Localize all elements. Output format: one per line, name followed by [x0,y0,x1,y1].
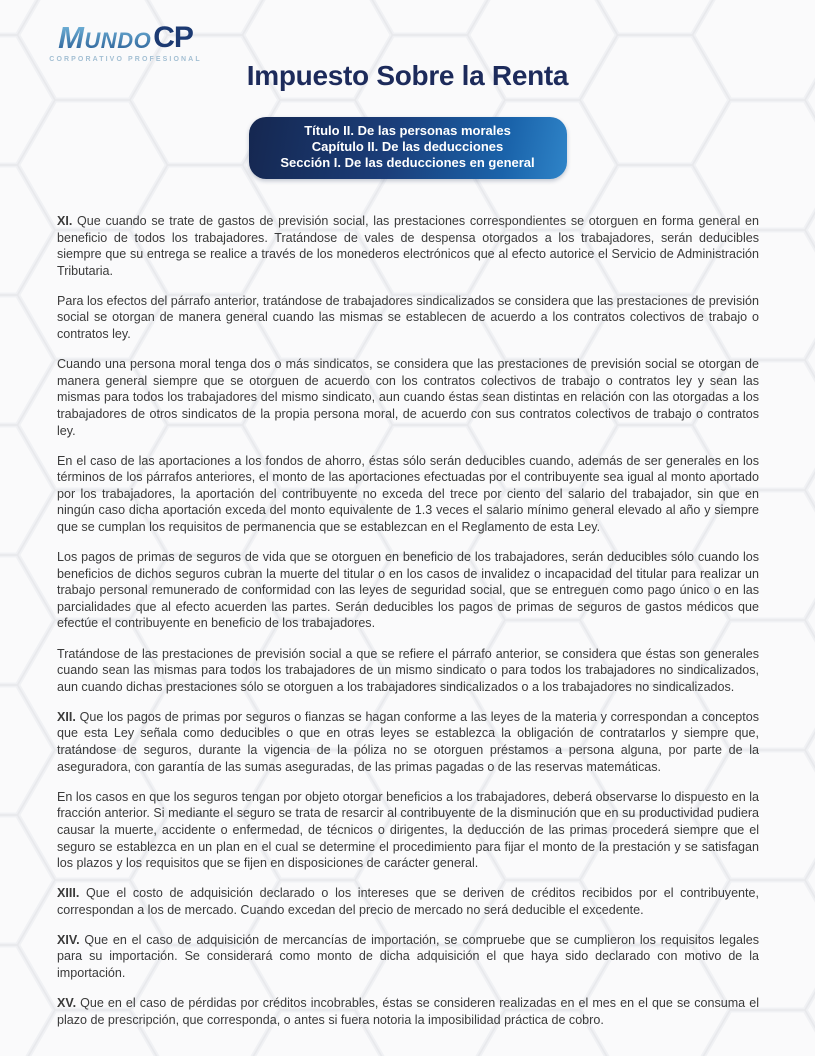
paragraph: En los casos en que los seguros tengan por objeto otorgar beneficios a los trabajadores, deberá observarse lo dispuesto en la fracción anterior. Si mediante el seguro se trata de resarcir al contribuyente de la disminución que en su productividad pudiera causar la muerte, accidente o enfermedad, de técnicos o dirigentes, la deducción de las primas procederá siempre que el seguro se establezca en un plan en el cual se determine el procedimiento para fijar el monto de la prestación y se satisfagan los plazos y los requisitos que se fijen en disposiciones de carácter general. [57,789,759,871]
section-badge [249,117,567,179]
paragraph: XI. Que cuando se trate de gastos de previsión social, las prestaciones correspondientes se otorguen en forma general en beneficio de todos los trabajadores. Tratándose de vales de despensa otorgados a los trabajadores, serán deducibles siempre que su entrega se realice a través de los monederos electrónicos que al efecto autorice el Servicio de Administración Tributaria. [57,214,759,278]
fraction-number: XIV. [57,932,85,947]
fraction-number: XV. [57,996,81,1011]
paragraph: Cuando una persona moral tenga dos o más sindicatos, se considera que las prestaciones de previsión social se otorgan de manera general siempre que se otorguen de acuerdo con los contratos colectivos de trabajo o contratos ley y sean las mismas para todos los trabajadores del mismo sindicato, aun cuando éstas sean distintas en relación con las otorgadas a los trabajadores de otros sindicatos de la propia persona moral, de acuerdo con sus contratos colectivos de trabajo o contratos ley. [57,357,759,438]
paragraph: XIV. Que en el caso de adquisición de mercancías de importación, se compruebe que se cumplieron los requisitos legales para su importación. Se considerará como monto de dicha adquisición el que haya sido declarado con motivo de la importación. [57,932,760,981]
logo-subtitle: CORPORATIVO PROFESIONAL [49,56,202,63]
paragraph: Los pagos de primas de seguros de vida que se otorguen en beneficio de los trabajadores, serán deducibles sólo cuando los beneficios de dichos seguros cubran la muerte del titular o en los casos de invalidez o incapacidad del titular para realizar un trabajo personal remunerado de conformidad con las leyes de seguridad social, que se entreguen como pago único o en las parcialidades que al efecto acuerden las partes. Serán deducibles los pagos de primas de seguros de gastos médicos que efectúe el contribuyente en beneficio de los trabajadores. [57,550,759,631]
fraction-number: XI. [57,214,78,228]
badge-line-capitulo: Capítulo II. De las deducciones [311,139,504,155]
page-title: Impuesto Sobre la Renta [246,60,569,91]
badge-line-seccion: Sección I. De las deducciones en general [280,155,535,171]
paragraph: Tratándose de las prestaciones de previsión social a que se refiere el párrafo anterior, se considera que éstas son generales cuando sean las mismas para todos los trabajadores de un mismo sindicato o para todos los trabajadores no sindicalizados, aun cuando dichas prestaciones sólo se otorguen a los trabajadores sindicalizados o a los trabajadores no sindicalizados. [57,646,759,694]
logo-wordmark-mundo: Mundo [58,20,152,55]
document-body [57,213,759,1028]
fraction-number: XIII. [57,886,86,901]
paragraph: En el caso de las aportaciones a los fondos de ahorro, éstas sólo serán deducibles cuando, además de ser generales en los términos de los párrafos anteriores, el monto de las aportaciones efectuadas por el contribuyente sea igual al monto aportado por los trabajadores, la aportación del contribuyente no exceda del trece por ciento del salario del trabajador, sin que en ningún caso dicha aportación exceda del monto equivalente de 1.3 veces el salario mínimo general elevado al año y siempre que se cumplan los requisitos de permanencia que se establezcan en el Reglamento de esta Ley. [57,453,759,534]
paragraph: XII. Que los pagos de primas por seguros o fianzas se hagan conforme a las leyes de la materia y correspondan a conceptos que esta Ley señala como deducibles o que en otras leyes se establezca la obligación de contratarlos y siempre que, tratándose de seguros, durante la vigencia de la póliza no se otorguen préstamos a persona alguna, por parte de la aseguradora, con garantía de las sumas aseguradas, de las primas pagadas o de las reservas matemáticas. [57,709,760,774]
logo-wordmark-cp: CP [153,21,193,54]
fraction-number: XII. [57,709,80,724]
paragraph: XV. Que en el caso de pérdidas por créditos incobrables, éstas se consideren realizadas en el mes en el que se consuma el plazo de prescripción, que corresponda, o antes si fuera notoria la imposibilidad práctica de cobro. [57,996,759,1027]
paragraph: XIII. Que el costo de adquisición declarado o los intereses que se deriven de créditos recibidos por el contribuyente, correspondan a los de mercado. Cuando excedan del precio de mercado no será deducible el excedente. [57,886,759,917]
mundocp-logo [33,22,218,63]
paragraph: Para los efectos del párrafo anterior, tratándose de trabajadores sindicalizados se considera que las prestaciones de previsión social se otorgan de manera general cuando las mismas se establecen de acuerdo a los contratos colectivos de trabajo o contratos ley. [57,293,759,342]
page-header [0,0,815,212]
badge-line-titulo: Título II. De las personas morales [304,123,511,138]
